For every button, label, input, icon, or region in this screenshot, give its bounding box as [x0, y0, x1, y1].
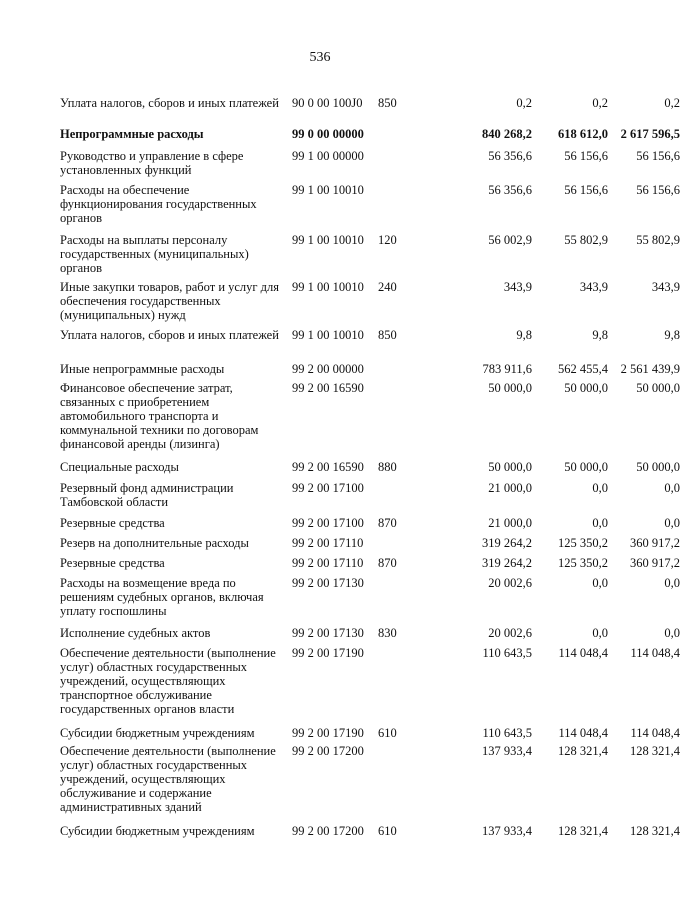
row-code: 99 2 00 17100: [292, 481, 364, 495]
row-vr: 120: [378, 233, 397, 247]
row-code: 99 1 00 10010: [292, 328, 364, 342]
row-code: 99 2 00 17190: [292, 726, 364, 740]
row-value-1: 319 264,2: [482, 536, 532, 550]
row-code: 99 2 00 17130: [292, 626, 364, 640]
row-value-1: 21 000,0: [488, 481, 532, 495]
row-code: 99 1 00 10010: [292, 233, 364, 247]
row-value-2: 343,9: [579, 280, 608, 294]
row-value-1: 9,8: [516, 328, 532, 342]
row-code: 99 2 00 17100: [292, 516, 364, 530]
row-value-1: 319 264,2: [482, 556, 532, 570]
row-value-3: 343,9: [651, 280, 680, 294]
row-value-2: 618 612,0: [558, 127, 608, 141]
row-code: 99 2 00 17190: [292, 646, 364, 660]
row-code: 99 1 00 10010: [292, 280, 364, 294]
row-name: Расходы на возмещение вреда по решениям судебных органов, включая уплату госпошлины: [60, 576, 264, 618]
row-name: Уплата налогов, сборов и иных платежей: [60, 328, 279, 342]
row-value-2: 55 802,9: [564, 233, 608, 247]
row-code: 99 1 00 00000: [292, 149, 364, 163]
row-value-2: 56 156,6: [564, 149, 608, 163]
row-name: Субсидии бюджетным учреждениям: [60, 824, 255, 838]
row-vr: 830: [378, 626, 397, 640]
row-value-2: 128 321,4: [558, 744, 608, 758]
row-name: Исполнение судебных актов: [60, 626, 211, 640]
row-value-3: 0,0: [664, 626, 680, 640]
row-name: Специальные расходы: [60, 460, 179, 474]
row-value-3: 56 156,6: [636, 183, 680, 197]
row-code: 99 2 00 16590: [292, 381, 364, 395]
row-value-3: 360 917,2: [630, 536, 680, 550]
row-name: Обеспечение деятельности (выполнение услуг) областных государственных учреждений, осуществляющих транспортное обслуживание государственных органов власти: [60, 646, 276, 716]
row-value-3: 360 917,2: [630, 556, 680, 570]
row-value-2: 0,2: [592, 96, 608, 110]
row-code: 90 0 00 100J0: [292, 96, 363, 110]
row-name: Резервные средства: [60, 516, 165, 530]
row-value-2: 9,8: [592, 328, 608, 342]
row-value-2: 50 000,0: [564, 460, 608, 474]
page-number: 536: [309, 50, 331, 65]
row-value-2: 128 321,4: [558, 824, 608, 838]
row-value-1: 50 000,0: [488, 460, 532, 474]
row-value-2: 114 048,4: [558, 726, 608, 740]
row-name: Непрограммные расходы: [60, 127, 204, 141]
row-value-3: 128 321,4: [630, 744, 680, 758]
row-code: 99 2 00 17110: [292, 536, 364, 550]
row-value-1: 20 002,6: [488, 576, 532, 590]
row-value-1: 110 643,5: [482, 646, 532, 660]
row-value-1: 343,9: [503, 280, 532, 294]
row-code: 99 2 00 00000: [292, 362, 364, 376]
row-value-1: 56 356,6: [488, 149, 532, 163]
row-value-1: 0,2: [516, 96, 532, 110]
row-name: Руководство и управление в сфере установленных функций: [60, 149, 244, 177]
row-value-1: 137 933,4: [482, 824, 532, 838]
row-name: Резерв на дополнительные расходы: [60, 536, 249, 550]
row-value-1: 20 002,6: [488, 626, 532, 640]
row-value-1: 840 268,2: [482, 127, 532, 141]
row-name: Субсидии бюджетным учреждениям: [60, 726, 255, 740]
row-value-2: 114 048,4: [558, 646, 608, 660]
row-value-3: 2 617 596,5: [620, 127, 680, 141]
row-value-3: 0,0: [664, 516, 680, 530]
row-vr: 850: [378, 328, 397, 342]
row-code: 99 2 00 17200: [292, 744, 364, 758]
row-name: Расходы на выплаты персоналу государственных (муниципальных) органов: [60, 233, 249, 275]
row-value-2: 125 350,2: [558, 536, 608, 550]
row-value-1: 56 002,9: [488, 233, 532, 247]
row-value-2: 50 000,0: [564, 381, 608, 395]
row-value-3: 114 048,4: [630, 726, 680, 740]
row-vr: 610: [378, 824, 397, 838]
row-value-2: 0,0: [592, 626, 608, 640]
row-value-3: 9,8: [664, 328, 680, 342]
row-value-1: 56 356,6: [488, 183, 532, 197]
row-name: Резервный фонд администрации Тамбовской области: [60, 481, 234, 509]
row-value-3: 2 561 439,9: [620, 362, 680, 376]
row-value-3: 56 156,6: [636, 149, 680, 163]
row-code: 99 2 00 17200: [292, 824, 364, 838]
row-code: 99 2 00 16590: [292, 460, 364, 474]
row-vr: 850: [378, 96, 397, 110]
row-value-3: 55 802,9: [636, 233, 680, 247]
row-value-3: 114 048,4: [630, 646, 680, 660]
row-value-3: 0,2: [664, 96, 680, 110]
row-value-2: 562 455,4: [558, 362, 608, 376]
row-name: Иные закупки товаров, работ и услуг для обеспечения государственных (муниципальных) нужд: [60, 280, 280, 322]
row-value-1: 137 933,4: [482, 744, 532, 758]
row-value-3: 50 000,0: [636, 381, 680, 395]
row-code: 99 0 00 00000: [292, 127, 364, 141]
row-vr: 610: [378, 726, 397, 740]
row-value-3: 128 321,4: [630, 824, 680, 838]
row-value-2: 0,0: [592, 516, 608, 530]
row-name: Обеспечение деятельности (выполнение услуг) областных государственных учреждений, осуществляющих обслуживание и содержание административных зданий: [60, 744, 276, 814]
row-value-1: 783 911,6: [482, 362, 532, 376]
row-name: Уплата налогов, сборов и иных платежей: [60, 96, 279, 110]
row-vr: 870: [378, 556, 397, 570]
row-code: 99 2 00 17130: [292, 576, 364, 590]
row-name: Расходы на обеспечение функционирования государственных органов: [60, 183, 257, 225]
row-name: Иные непрограммные расходы: [60, 362, 225, 376]
row-value-2: 56 156,6: [564, 183, 608, 197]
row-value-2: 0,0: [592, 481, 608, 495]
row-vr: 880: [378, 460, 397, 474]
row-value-2: 125 350,2: [558, 556, 608, 570]
row-code: 99 1 00 10010: [292, 183, 364, 197]
row-vr: 240: [378, 280, 397, 294]
row-value-1: 21 000,0: [488, 516, 532, 530]
row-value-3: 50 000,0: [636, 460, 680, 474]
row-name: Резервные средства: [60, 556, 165, 570]
row-vr: 870: [378, 516, 397, 530]
row-value-1: 110 643,5: [482, 726, 532, 740]
row-value-3: 0,0: [664, 481, 680, 495]
row-name: Финансовое обеспечение затрат, связанных с приобретением автомобильного транспорта и коммунальной техники по договорам финансовой аренды (лизинга): [60, 381, 259, 451]
row-value-1: 50 000,0: [488, 381, 532, 395]
row-value-3: 0,0: [664, 576, 680, 590]
row-code: 99 2 00 17110: [292, 556, 364, 570]
row-value-2: 0,0: [592, 576, 608, 590]
